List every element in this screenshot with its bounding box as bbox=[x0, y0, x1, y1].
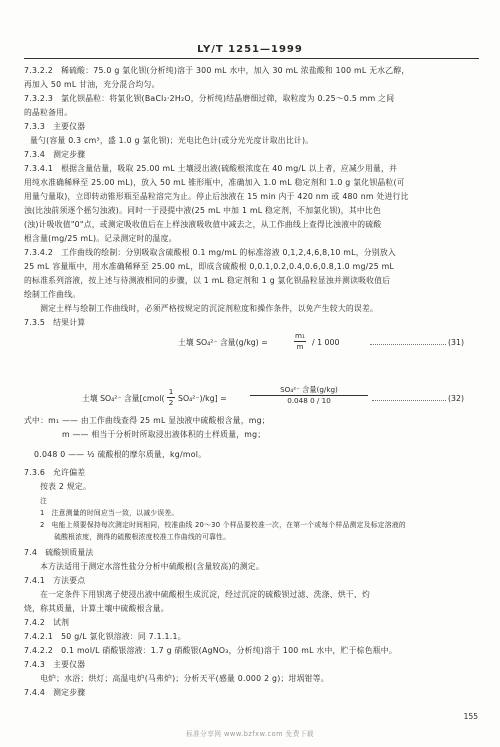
section-heading: 7.3.5 结果计算 bbox=[24, 318, 86, 327]
note-item: 2 电能上须要保持每次测定时间相同，校准曲线 20～30 个样品要校准一次，在第一个或每个样品测定及标定溶液的 bbox=[40, 521, 406, 529]
text-line: (浊)计吸收值"0"点，或测定吸收值后在上样浊液吸收值中减去之，从工作曲线上查得比浊液中的硫酸 bbox=[24, 220, 382, 229]
formula-31-left: 土壤 SO₄²⁻ 含量(g/kg) = bbox=[178, 338, 268, 347]
formula-32-fraction bbox=[250, 386, 368, 405]
text-line: 7.3.2.3 氯化钡晶粒：将氯化钡(BaCl₂·2H₂O，分析纯)结晶磨细过筛，取粒度为 0.25～0.5 mm 之间 bbox=[24, 94, 395, 103]
section-heading: 7.3.3 主要仪器 bbox=[24, 122, 86, 131]
text-line: 25 mL 容量瓶中，用水准确稀释至 25.00 mL，即成含硫酸根 0,0.1,0.2,0.4,0.6,0.8,1.0 mg/25 mL bbox=[24, 262, 395, 271]
section-heading: 7.4 硫酸钡质量法 bbox=[24, 548, 94, 557]
text-line: 量勺(容量 0.3 cm³，盛 1.0 g 氯化钡)；光电比色计(或分光光度计取出比计)。 bbox=[30, 136, 314, 145]
text-line: 7.4.2.1 50 g/L 氯化钡溶液：同 7.1.1.1。 bbox=[24, 632, 186, 641]
text-line: 电炉；水浴；烘灯；高温电炉(马弗炉)；分析天平(感量 0.000 2 g)；坩埚钳等。 bbox=[24, 674, 329, 683]
formula-32-numerator: SO₄²⁻ 含量(g/kg) bbox=[280, 385, 338, 394]
note-label: 注 bbox=[40, 497, 48, 505]
dot-leader bbox=[372, 400, 446, 401]
formula-32-mid: SO₄²⁻)/kg] = bbox=[178, 394, 227, 403]
formula-32-half bbox=[167, 388, 175, 407]
section-heading: 7.3.6 允许偏差 bbox=[24, 468, 86, 477]
text-line: 烧，称其质量，计算土壤中硫酸根含量。 bbox=[24, 604, 169, 613]
text-line: 的晶粒备用。 bbox=[24, 108, 73, 117]
note-item: 硫酸根浓度，测得的硫酸根浓度校准工作曲线的可靠性。 bbox=[40, 533, 231, 541]
page-header-title: LY/T 1251—1999 bbox=[197, 44, 303, 55]
text-line: 测定土样与绘制工作曲线时，必须严格按规定的沉淀剂粒度和操作条件，以免产生较大的误差。 bbox=[24, 304, 379, 313]
footer-watermark: 标准分享网 www.bzfxw.com 免费下载 bbox=[185, 730, 315, 738]
text-line: 的标准系列溶液，按上述与待测液相同的步骤，以 1 mL 稳定剂和 1 g 氯化钡晶粒显浊并测读吸收值后 bbox=[24, 276, 391, 285]
equation-number: (31) bbox=[448, 338, 465, 347]
formula-32-left: 土壤 SO₄²⁻ 含量[cmol( bbox=[82, 394, 165, 403]
text-line: 再加入 50 mL 甘油，充分混合均匀。 bbox=[24, 80, 160, 89]
text-line: 0.048 0 —— ½ 硫酸根的摩尔质量，kg/mol。 bbox=[34, 450, 207, 459]
formula-31-numerator: m₁ bbox=[295, 331, 305, 340]
text-line: m —— 相当于分析时所取浸出液体积的土样质量，mg； bbox=[62, 430, 266, 439]
text-line: 按表 2 规定。 bbox=[24, 482, 91, 491]
text-line: 绘制工作曲线。 bbox=[24, 290, 81, 299]
page-number: 155 bbox=[463, 712, 478, 721]
text-line: 式中：m₁ —— 由工作曲线查得 25 mL 显浊液中硫酸根含量，mg； bbox=[24, 416, 270, 425]
section-heading: 7.4.4 测定步骤 bbox=[24, 688, 86, 697]
formula-31-fraction bbox=[294, 332, 306, 351]
text-line: 在一定条件下用钡离子使浸出液中硫酸根生成沉淀，经过沉淀的硫酸钡过滤、洗涤、烘干、灼 bbox=[24, 590, 371, 599]
note-item: 1 注意测量的时间应当一致，以减少误差。 bbox=[40, 509, 179, 517]
dot-leader bbox=[370, 344, 446, 345]
text-line: 7.3.4.2 工作曲线的绘制：分别吸取含硫酸根 0.1 mg/mL 的标准溶液 0,1,2,4,6,8,10 mL，分别放入 bbox=[24, 248, 396, 257]
half-numerator: 1 bbox=[168, 387, 174, 396]
formula-31-denominator: m bbox=[296, 342, 304, 351]
text-line: 浊(比浊前须逐个摇匀浊液)。同时一于浸提中液(25 mL 中加 1 mL 稳定剂，不加氯化钡)，其中比色 bbox=[24, 206, 382, 215]
section-heading: 7.4.2 试剂 bbox=[24, 618, 70, 627]
text-line: 用量勺量取)，立即转动锥形瓶至晶粒溶完为止。停止后浊液在 15 min 内于 420 nm 或 480 nm 处进行比 bbox=[24, 192, 409, 201]
formula-31-right: / 1 000 bbox=[312, 338, 340, 347]
text-line: 7.3.4.1 根据含量估量，吸取 25.00 mL 土壤浸出液(硫酸根浓度在 40 mg/L 以上者，应减少用量，并 bbox=[24, 164, 398, 173]
text-line: 用纯水准确稀释至 25.00 mL)，放入 50 mL 锥形瓶中，准确加入 1.0 mL 稳定剂和 1.0 g 氯化钡晶粒(可 bbox=[24, 178, 405, 187]
text-line: 本方法适用于测定水溶性盐分分析中硫酸根(含量较高)的测定。 bbox=[24, 562, 264, 571]
text-line: 7.3.2.2 稀硫酸：75.0 g 氯化钡(分析纯)溶于 300 mL 水中，加入 30 mL 浓盐酸和 100 mL 无水乙醇， bbox=[24, 66, 410, 75]
section-heading: 7.4.1 方法要点 bbox=[24, 576, 86, 585]
section-heading: 7.4.3 主要仪器 bbox=[24, 660, 86, 669]
equation-number: (32) bbox=[448, 394, 465, 403]
text-line: 根含量(mg/25 mL)。记录测定时的温度。 bbox=[24, 234, 177, 243]
section-heading: 7.3.4 测定步骤 bbox=[24, 150, 86, 159]
header-rule bbox=[24, 58, 479, 59]
text-line: 7.4.2.2 0.1 mol/L 硝酸银溶液：1.7 g 硝酸银(AgNO₃，分析纯)溶于 100 mL 水中，贮于棕色瓶中。 bbox=[24, 646, 397, 655]
formula-32-denominator: 0.048 0 / 10 bbox=[287, 396, 331, 405]
half-denominator: 2 bbox=[168, 398, 174, 407]
